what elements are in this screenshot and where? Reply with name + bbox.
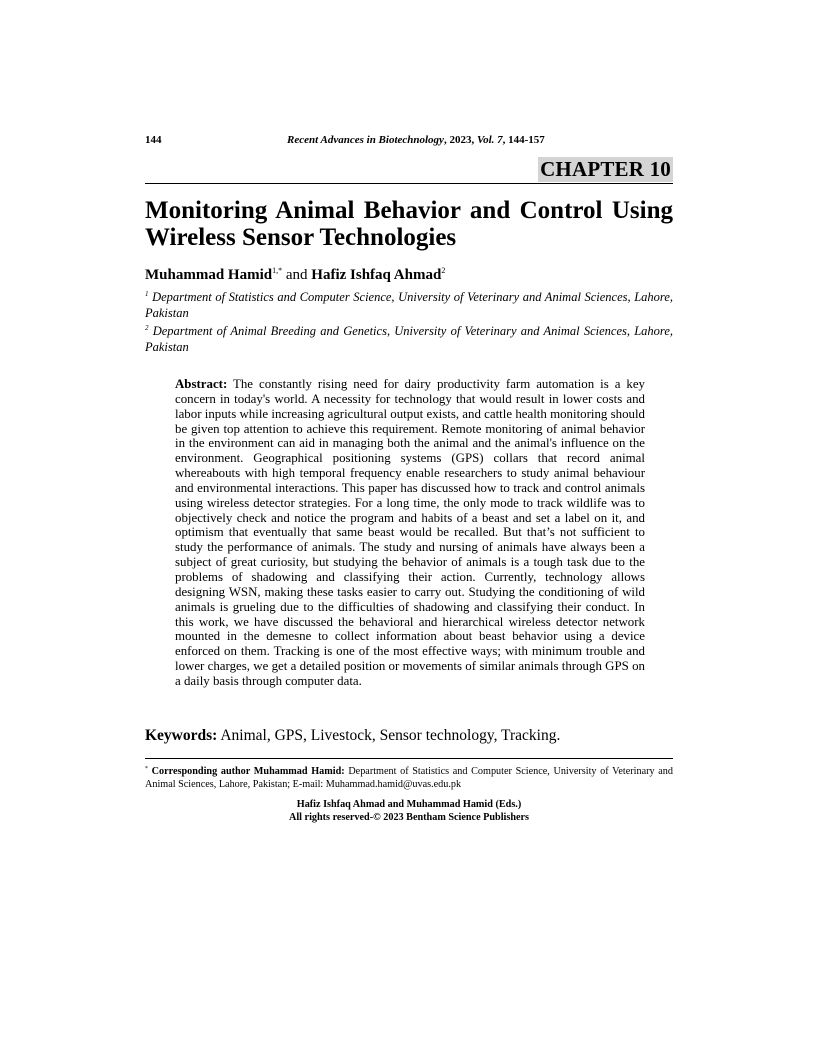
affiliation-1-text: Department of Statistics and Computer Science, University of Veterinary and Animal Sciences, Lahore, Pakistan: [145, 290, 673, 320]
editors-line: Hafiz Ishfaq Ahmad and Muhammad Hamid (Eds.): [296, 799, 522, 810]
abstract-label: Abstract:: [175, 377, 228, 391]
keywords-label: Keywords:: [145, 727, 218, 744]
journal-year: , 2023,: [443, 134, 477, 146]
running-header: [145, 132, 673, 148]
author-line: [145, 262, 673, 284]
page-number: 144: [145, 134, 162, 146]
author-2: Hafiz Ishfaq Ahmad: [311, 267, 442, 283]
affiliation-2-text: Department of Animal Breeding and Genetics, University of Veterinary and Animal Sciences, Lahore, Pakistan: [145, 324, 673, 354]
author-1-sup: 1,*: [272, 266, 283, 275]
chapter-banner: [145, 157, 673, 184]
footnote: [145, 763, 673, 791]
abstract: [175, 377, 645, 689]
affiliation-2: [145, 320, 673, 355]
footnote-divider: [145, 758, 673, 759]
publisher-info: [145, 798, 673, 824]
chapter-label: CHAPTER 10: [540, 157, 671, 181]
footnote-label: Corresponding author Muhammad Hamid:: [148, 766, 345, 777]
journal-volume: Vol. 7: [476, 134, 503, 146]
journal-name: Recent Advances in Biotechnology: [287, 134, 444, 146]
rights-line: All rights reserved-© 2023 Bentham Science Publishers: [288, 812, 530, 823]
affiliation-1-sup: 1: [145, 290, 149, 298]
affiliation-2-sup: 2: [145, 324, 149, 332]
author-conjunction: and: [282, 267, 312, 283]
author-2-sup: 2: [441, 266, 446, 275]
keywords: [145, 727, 673, 745]
keywords-text: Animal, GPS, Livestock, Sensor technology, Tracking.: [217, 727, 561, 744]
footnote-text: Department of Statistics and Computer Science, University of Veterinary and Animal Sciences, Lahore, Pakistan; E-mail: Muhammad.hamid@uvas.edu.pk: [145, 766, 673, 790]
footnote-marker: *: [145, 766, 148, 772]
journal-pages: , 144-157: [502, 134, 545, 146]
journal-citation: [287, 132, 545, 148]
affiliation-1: [145, 286, 673, 321]
abstract-text: The constantly rising need for dairy productivity farm automation is a key concern in today's world. A necessity for technology that would result in lower costs and labor inputs while increasing agricultural output exists, and cattle health monitoring should be given top attention to achieve this requirement. Remote monitoring of animal behavior in the environment can aid in managing both the animal and the animal's influence on the environment. Geographical positioning systems (GPS) collars that record animal whereabouts with high temporal frequency enable researchers to study animal behaviour and environmental interactions. This paper has discussed how to track and control animals using wireless detector strategies. For a long time, the only mode to track wildlife was to objectively check and notice the program and habits of a beast and set a label on it, and optimism that eventually that same beast would be recalled. But that’s not sufficient to study the performance of animals. The study and nursing of animals have always been a subject of great curiosity, but studying the behavior of animals is a tough task due to the problems of shadowing and classifying their action. Currently, technology allows designing WSN, making these tasks easier to carry out. Studying the conditioning of wild animals is grueling due to the difficulties of shadowing and classifying their conduct. In this work, we have discussed the behavioral and hierarchical wireless detector network mounted in the demesne to collect information about beast behavior using a device enforced on them. Tracking is one of the most effective ways; with minimum trouble and lower charges, we get a detailed position or movements of similar animals through GPS on a daily basis through computer data.: [175, 377, 645, 688]
paper-title: Monitoring Animal Behavior and Control Using Wireless Sensor Technologies: [145, 197, 673, 251]
author-1: Muhammad Hamid: [145, 267, 273, 283]
